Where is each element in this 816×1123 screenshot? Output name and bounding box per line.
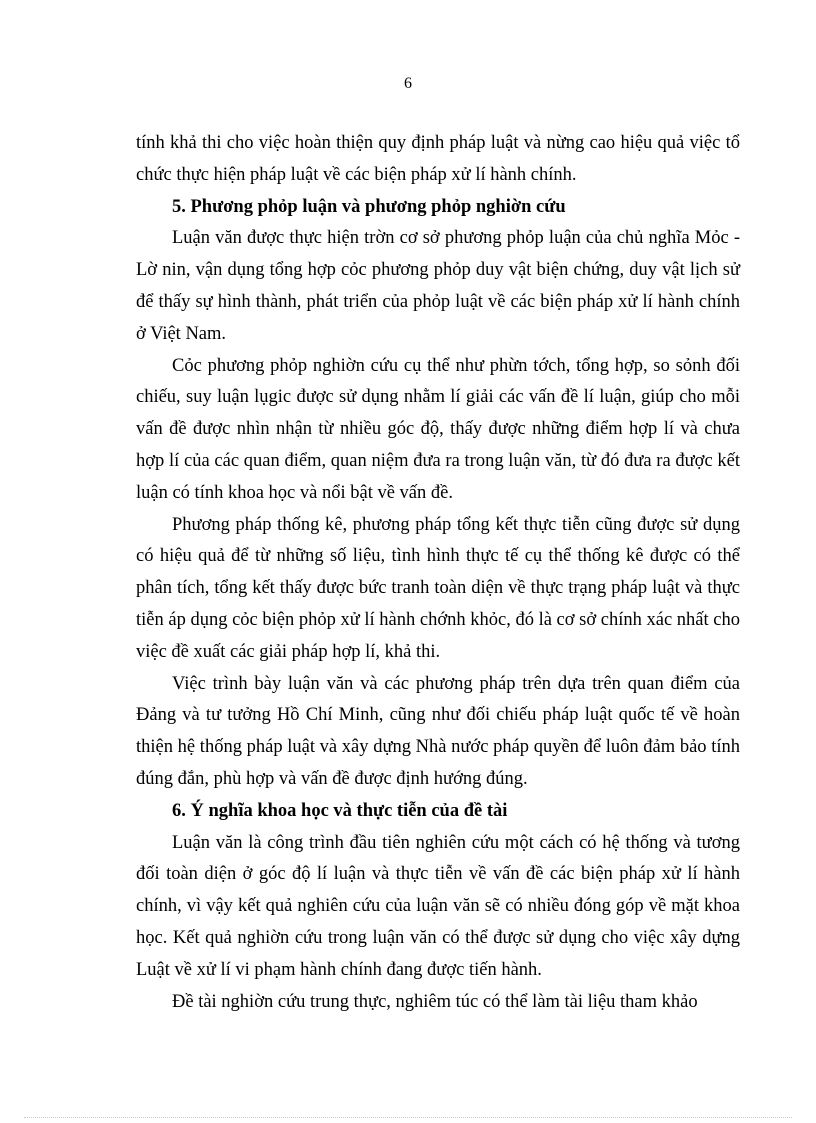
section-heading: 5. Phương phỏp luận và phương phỏp nghiờn cứu (172, 196, 566, 217)
paragraph: tính khả thi cho việc hoàn thiện quy định pháp luật và nừng cao hiệu quả việc tổ chức thực hiện pháp luật về các biện pháp xử lí hành chính. (136, 133, 740, 185)
paragraph: Luận văn được thực hiện trờn cơ sở phương phỏp luận của chủ nghĩa Mỏc - Lờ nin, vận dụng tổng hợp cỏc phương phỏp duy vật biện chứng, duy vật lịch sử để thấy sự hình thành, phát triển của phỏp luật về các biện pháp xử lí hành chính ở Việt Nam. (136, 228, 740, 344)
section-heading: 6. Ý nghĩa khoa học và thực tiễn của đề tài (172, 800, 508, 821)
paragraph: Cỏc phương phỏp nghiờn cứu cụ thể như phừn tớch, tổng hợp, so sỏnh đối chiếu, suy luận lụgic được sử dụng nhằm lí giải các vấn đề lí luận, giúp cho mỗi vấn đề được nhìn nhận từ nhiều góc độ, thấy được những điểm hợp lí và chưa hợp lí của các quan điểm, quan niệm đưa ra trong luận văn, từ đó đưa ra được kết luận có tính khoa học và nổi bật về vấn đề. (136, 355, 740, 503)
page-bottom-border (24, 1117, 792, 1118)
paragraph: Việc trình bày luận văn và các phương pháp trên dựa trên quan điểm của Đảng và tư tưởng Hồ Chí Minh, cũng như đối chiếu pháp luật quốc tế về hoàn thiện hệ thống pháp luật và xây dựng Nhà nước pháp quyền để luôn đảm bảo tính đúng đắn, phù hợp và vấn đề được định hướng đúng. (136, 673, 740, 789)
paragraph: Đề tài nghiờn cứu trung thực, nghiêm túc có thể làm tài liệu tham khảo (172, 991, 698, 1012)
paragraph: Luận văn là công trình đầu tiên nghiên cứu một cách có hệ thống và tương đối toàn diện ở góc độ lí luận và thực tiễn về vấn đề các biện pháp xử lí hành chính, vì vậy kết quả nghiên cứu của luận văn sẽ có nhiều đóng góp về mặt khoa học. Kết quả nghiờn cứu trong luận văn có thể được sử dụng cho việc xây dựng Luật về xử lí vi phạm hành chính đang được tiến hành. (136, 832, 740, 980)
page-number: 6 (404, 75, 412, 92)
paragraph: Phương pháp thống kê, phương pháp tổng kết thực tiễn cũng được sử dụng có hiệu quả để từ những số liệu, tình hình thực tế cụ thể thống kê được có thể phân tích, tổng kết thấy được bức tranh toàn diện về thực trạng pháp luật và thực tiễn áp dụng cỏc biện phỏp xử lí hành chớnh khỏc, đó là cơ sở chính xác nhất cho việc đề xuất các giải pháp hợp lí, khả thi. (136, 514, 740, 662)
document-body (136, 128, 740, 1018)
